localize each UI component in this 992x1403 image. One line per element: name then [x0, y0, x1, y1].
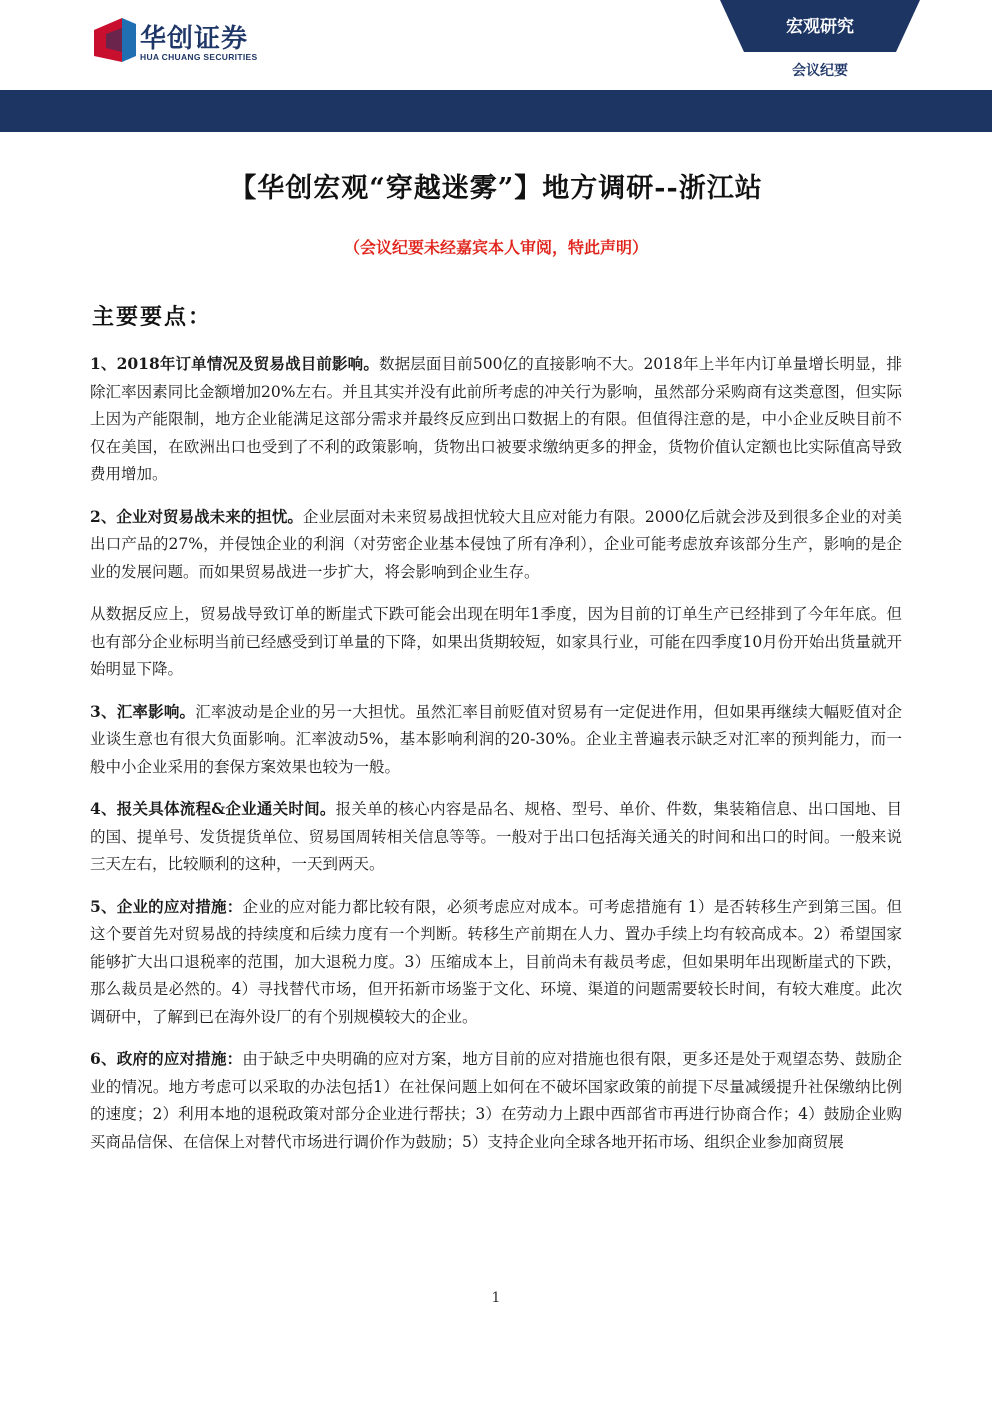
paragraph-text: 汇率波动是企业的另一大担忧。虽然汇率目前贬值对贸易有一定促进作用，但如果再继续大幅贬值对企业谈生意也有很大负面影响。汇率波动5%，基本影响利润的20-30%。企业主普遍表示缺乏对汇率的预判能力，而一般中小企业采用的套保方案效果也较为一般。 — [90, 702, 902, 776]
paragraph-text: 企业层面对未来贸易战担忧较大且应对能力有限。2000亿后就会涉及到很多企业的对美出口产品的27%，并侵蚀企业的利润（对劳密企业基本侵蚀了所有净利），企业可能考虑放弃该部分生产，影响的是企业的发展问题。而如果贸易战进一步扩大，将会影响到企业生存。 — [90, 507, 902, 581]
paragraph-2 — [90, 503, 902, 587]
paragraph-3 — [90, 600, 902, 684]
paragraph-lead: 2、企业对贸易战未来的担忧。 — [90, 506, 303, 526]
subcategory-label: 会议纪要 — [792, 63, 848, 79]
page-header — [0, 0, 992, 140]
disclaimer-note: （会议纪要未经嘉宾本人审阅，特此声明） — [343, 238, 648, 257]
paragraph-lead: 6、政府的应对措施： — [90, 1049, 243, 1068]
paragraph-6 — [90, 893, 902, 1032]
brand-name-en: HUA CHUANG SECURITIES — [140, 52, 258, 62]
section-heading: 主要要点： — [92, 304, 213, 330]
paragraph-text: 由于缺乏中央明确的应对方案，地方目前的应对措施也很有限，更多还是处于观望态势、鼓励企业的情况。地方考虑可以采取的办法包括1）在社保问题上如何在不破坏国家政策的前提下尽量减缓提升社保缴纳比例的速度；2）利用本地的退税政策对部分企业进行帮扶；3）在劳动力上跟中西部省市再进行协商合作；4）鼓励企业购买商品信保、在信保上对替代市场进行调价作为鼓励；5）支持企业向全球各地开拓市场、组织企业参加商贸展 — [90, 1050, 902, 1151]
brand-name-cn: 华创证券 — [140, 24, 249, 54]
paragraph-5 — [90, 795, 902, 879]
paragraph-text: 数据层面目前500亿的直接影响不大。2018年上半年内订单量增长明显，排除汇率因素同比金额增加20%左右。并且其实并没有此前所考虑的冲关行为影响，虽然部分采购商有这类意图，但实际上因为产能限制，地方企业能满足这部分需求并最终反应到出口数据上的有限。但值得注意的是，中小企业反映目前不仅在美国，在欧洲出口也受到了不利的政策影响，货物出口被要求缴纳更多的押金，货物价值认定额也比实际值高导致费用增加。 — [90, 355, 902, 483]
paragraph-7 — [90, 1045, 902, 1156]
document-body — [90, 350, 902, 1170]
paragraph-text: 企业的应对能力都比较有限，必须考虑应对成本。可考虑措施有 1）是否转移生产到第三国。但这个要首先对贸易战的持续度和后续力度有一个判断。转移生产前期在人力、置办手续上均有较高成本。2）希望国家能够扩大出口退税率的范围，加大退税力度。3）压缩成本上，目前尚未有裁员考虑，但如果明年出现断崖式的下跌，那么裁员是必然的。4）寻找替代市场，但开拓新市场鉴于文化、环境、渠道的问题需要较长时间，有较大难度。此次调研中，了解到已在海外设厂的有个别规模较大的企业。 — [90, 897, 902, 1026]
header-band — [0, 90, 992, 132]
document-title: 【华创宏观“穿越迷雾”】地方调研--浙江站 — [229, 173, 763, 204]
category-label: 宏观研究 — [786, 17, 854, 37]
paragraph-lead: 4、报关具体流程&企业通关时间。 — [90, 799, 336, 818]
paragraph-text: 报关单的核心内容是品名、规格、型号、单价、件数，集装箱信息、出口国地、目的国、提单号、发货提货单位、贸易国周转相关信息等等。一般对于出口包括海关通关的时间和出口的时间。一般来说三天左右，比较顺利的这种，一天到两天。 — [90, 800, 902, 873]
paragraph-text: 从数据反应上，贸易战导致订单的断崖式下跌可能会出现在明年1季度，因为目前的订单生产已经排到了今年年底。但也有部分企业标明当前已经感受到订单量的下降，如果出货期较短，如家具行业，可能在四季度10月份开始出货量就开始明显下降。 — [90, 605, 902, 678]
paragraph-lead: 5、企业的应对措施： — [90, 896, 243, 916]
paragraph-1 — [90, 350, 902, 489]
paragraph-4 — [90, 698, 902, 782]
paragraph-lead: 3、汇率影响。 — [90, 701, 196, 721]
paragraph-lead: 1、2018年订单情况及贸易战目前影响。 — [90, 354, 379, 373]
page-number: 1 — [491, 1290, 501, 1306]
